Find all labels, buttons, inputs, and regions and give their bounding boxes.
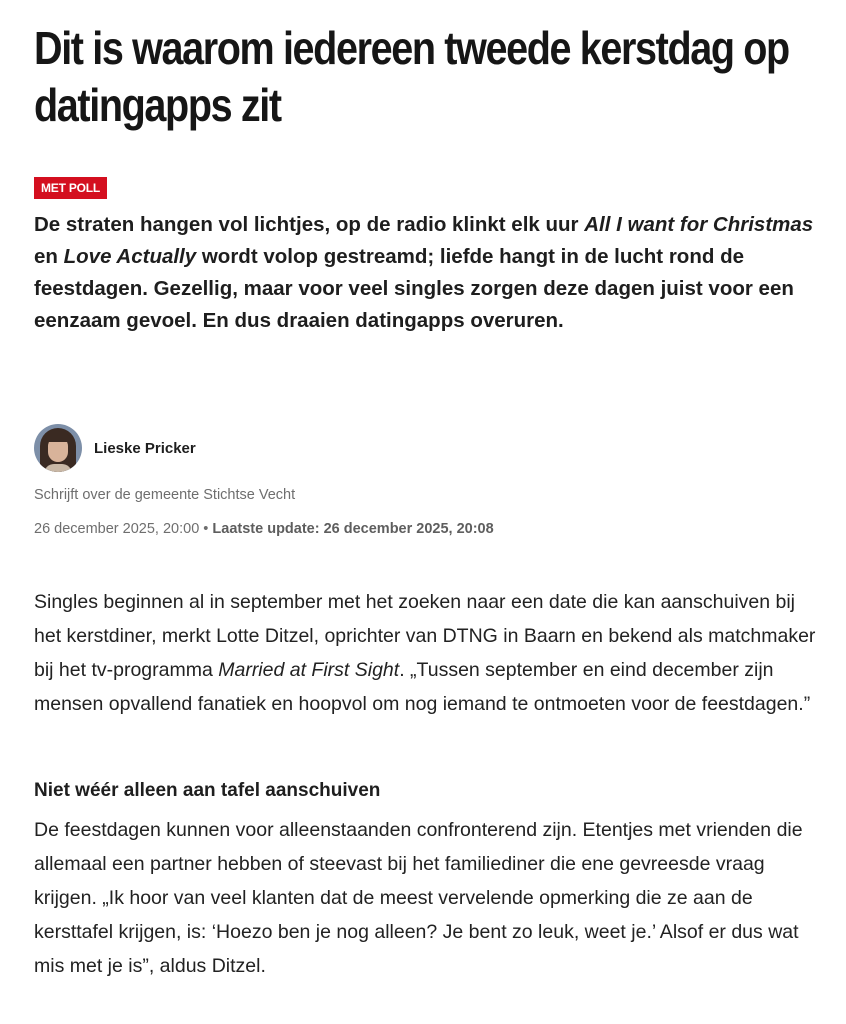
article-paragraph: De feestdagen kunnen voor alleenstaanden confronterend zijn. Etentjes met vrienden die allemaal een partner hebben of steevast bij het familiediner die ene gevreesde vraag krijgen. „Ik hoor van veel klanten dat de meest vervelende opmerking die ze aan de kersttafel krijgen, is: ‘Hoezo ben je nog alleen? Je bent zo leuk, weet je.’ Alsof er dus wat mis met je is”, aldus Ditzel.: [34, 819, 803, 977]
paragraph-text: Singles beginnen al in september met het zoeken naar een date die kan aanschuiven bij het kerstdiner, merkt Lotte Ditzel, oprichter van DTNG in Baarn en bekend als matchmaker bij het tv-programma: [34, 591, 816, 681]
intro-text: De straten hangen vol lichtjes, op de radio klinkt elk uur: [34, 213, 585, 236]
author-block[interactable]: [34, 423, 196, 473]
intro-song-title: All I want for Christmas: [584, 213, 814, 236]
published-date: 26 december 2025, 20:00: [34, 521, 200, 537]
intro-text: en: [34, 245, 64, 268]
updated-date: Laatste update: 26 december 2025, 20:08: [212, 521, 494, 537]
article-subheading: Niet wéér alleen aan tafel aanschuiven: [34, 780, 381, 801]
article-headline: Dit is waarom iedereen tweede kerstdag op datingapps zit: [34, 22, 789, 131]
date-separator: •: [199, 521, 213, 537]
intro-movie-title: Love Actually: [63, 245, 197, 268]
article-intro: [34, 209, 824, 337]
author-avatar[interactable]: [34, 424, 82, 472]
paragraph-text: . „Tussen september en eind december zijn mensen opvallend fanatiek en hoopvol om nog iemand te ontmoeten voor de feestdagen.”: [34, 659, 811, 715]
article-dates: [34, 521, 494, 537]
tv-show-title: Married at First Sight: [218, 659, 400, 681]
article-paragraph: [34, 585, 824, 721]
avatar-shirt: [44, 464, 72, 472]
avatar-fringe: [46, 432, 70, 442]
author-name[interactable]: Lieske Pricker: [94, 439, 196, 457]
intro-text: wordt volop gestreamd; liefde hangt in de lucht rond de feestdagen. Gezellig, maar voor veel singles zorgen deze dagen juist voor een eenzaam gevoel. En dus draaien datingapps overuren.: [34, 245, 794, 332]
author-description: Schrijft over de gemeente Stichtse Vecht: [34, 487, 296, 503]
poll-badge[interactable]: MET POLL: [34, 177, 107, 199]
